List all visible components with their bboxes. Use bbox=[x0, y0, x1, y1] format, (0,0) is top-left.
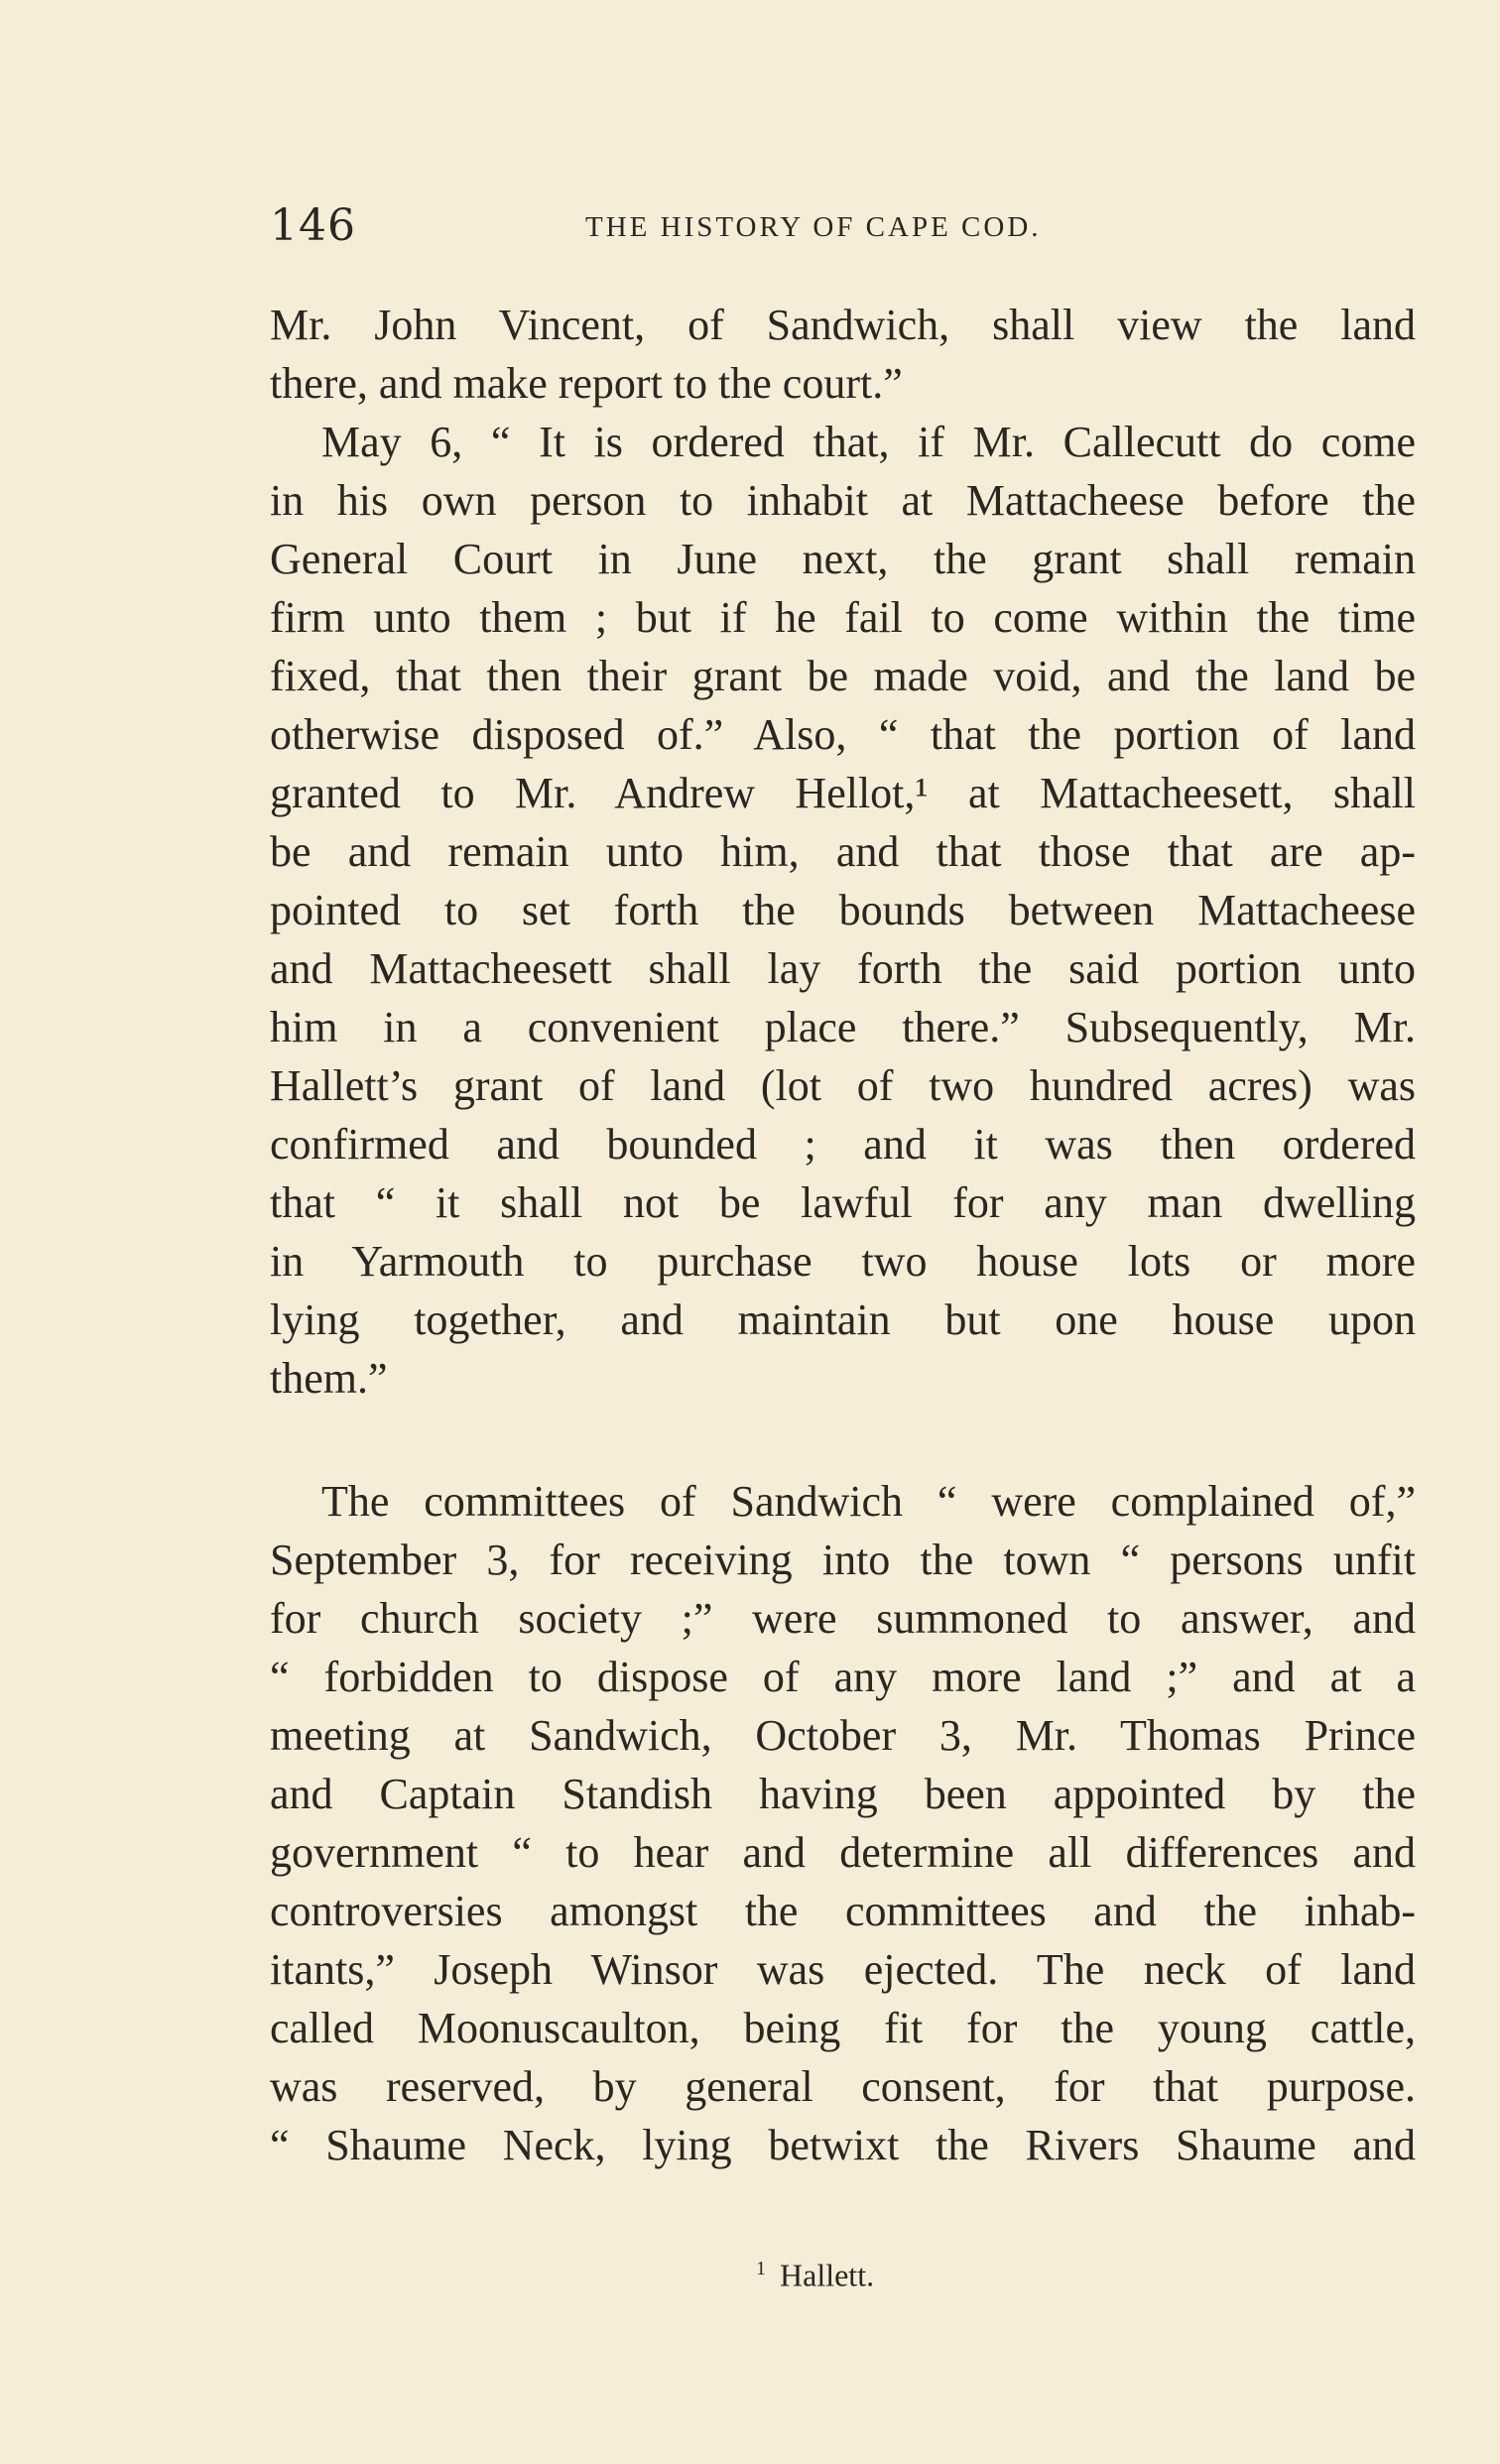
page-number: 146 bbox=[270, 200, 356, 251]
text-line: otherwise disposed of.” Also, “ that the portion of land bbox=[270, 710, 1416, 759]
text-line: “ forbidden to dispose of any more land ;” and at a bbox=[270, 1653, 1416, 1701]
text-line: Hallett’s grant of land (lot of two hundred acres) was bbox=[270, 1061, 1416, 1110]
text-line: The committees of Sandwich “ were complained of,” bbox=[321, 1477, 1416, 1526]
footnote-mark: 1 bbox=[756, 2258, 766, 2279]
text-line: him in a convenient place there.” Subsequently, Mr. bbox=[270, 1003, 1416, 1051]
text-line: them.” bbox=[270, 1354, 388, 1403]
text-line: fixed, that then their grant be made void, and the land be bbox=[270, 652, 1416, 700]
text-line: General Court in June next, the grant shall remain bbox=[270, 535, 1416, 583]
text-line: for church society ;” were summoned to answer, and bbox=[270, 1594, 1416, 1643]
text-line: controversies amongst the committees and the inhab- bbox=[270, 1887, 1416, 1935]
text-line: called Moonuscaulton, being fit for the young cattle, bbox=[270, 2004, 1416, 2052]
text-line: meeting at Sandwich, October 3, Mr. Thomas Prince bbox=[270, 1711, 1416, 1760]
page-header bbox=[270, 196, 1416, 256]
text-line: be and remain unto him, and that those that are ap- bbox=[270, 827, 1416, 876]
text-line: lying together, and maintain but one house upon bbox=[270, 1295, 1416, 1344]
text-line: there, and make report to the court.” bbox=[270, 359, 903, 408]
text-line: itants,” Joseph Winsor was ejected. The neck of land bbox=[270, 1945, 1416, 1994]
text-line: May 6, “ It is ordered that, if Mr. Callecutt do come bbox=[321, 418, 1416, 466]
footnote-text: Hallett. bbox=[780, 2257, 875, 2293]
text-line: granted to Mr. Andrew Hellot,¹ at Mattacheesett, shall bbox=[270, 769, 1416, 817]
text-line: was reserved, by general consent, for that purpose. bbox=[270, 2062, 1416, 2111]
text-line: that “ it shall not be lawful for any man dwelling bbox=[270, 1178, 1416, 1227]
text-line: Mr. John Vincent, of Sandwich, shall view the land bbox=[270, 301, 1416, 349]
text-line: in his own person to inhabit at Mattacheese before the bbox=[270, 476, 1416, 525]
text-line: firm unto them ; but if he fail to come within the time bbox=[270, 593, 1416, 642]
text-line: September 3, for receiving into the town “ persons unfit bbox=[270, 1536, 1416, 1584]
text-line: pointed to set forth the bounds between Mattacheese bbox=[270, 886, 1416, 934]
text-line: confirmed and bounded ; and it was then ordered bbox=[270, 1120, 1416, 1169]
text-line: in Yarmouth to purchase two house lots or more bbox=[270, 1237, 1416, 1286]
text-line: “ Shaume Neck, lying betwixt the Rivers Shaume and bbox=[270, 2121, 1416, 2169]
text-line: government “ to hear and determine all differences and bbox=[270, 1828, 1416, 1877]
running-head: THE HISTORY OF CAPE COD. bbox=[585, 211, 1042, 243]
footnote bbox=[756, 2244, 874, 2300]
text-line: and Captain Standish having been appointed by the bbox=[270, 1770, 1416, 1818]
text-line: and Mattacheesett shall lay forth the said portion unto bbox=[270, 944, 1416, 993]
